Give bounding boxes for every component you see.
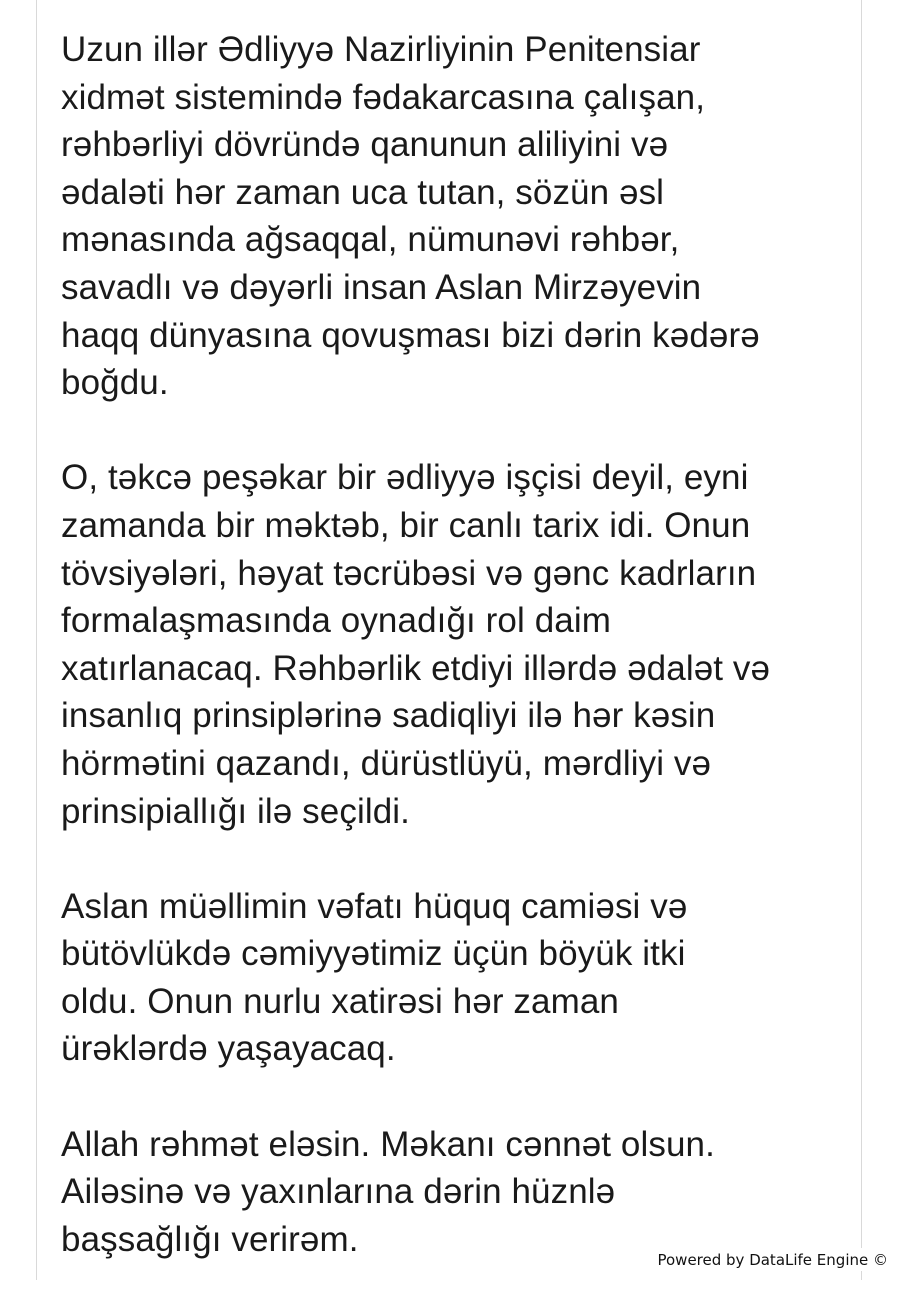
text-line: bütövlükdə cəmiyyətimiz üçün böyük itki	[61, 930, 851, 978]
text-line: rəhbərliyi dövründə qanunun aliliyini və	[61, 121, 851, 169]
text-line: mənasında ağsaqqal, nümunəvi rəhbər,	[61, 216, 851, 264]
text-line: Uzun illər Ədliyyə Nazirliyinin Penitensiar	[61, 26, 851, 74]
powered-by-footer: Powered by DataLife Engine ©	[653, 1248, 888, 1271]
text-line: xidmət sistemində fədakarcasına çalışan,	[61, 74, 851, 122]
text-line: Aslan müəllimin vəfatı hüquq camiəsi və	[61, 883, 851, 931]
paragraph-2	[61, 454, 851, 835]
text-line: haqq dünyasına qovuşması bizi dərin kədərə	[61, 312, 851, 360]
text-line: tövsiyələri, həyat təcrübəsi və gənc kadrların	[61, 550, 851, 598]
content-frame	[36, 0, 862, 1280]
paragraph-1	[61, 26, 851, 407]
text-line: insanlıq prinsiplərinə sadiqliyi ilə hər kəsin	[61, 692, 851, 740]
post-body	[61, 26, 851, 1311]
paragraph-4	[61, 1121, 851, 1264]
text-line: boğdu.	[61, 359, 851, 407]
paragraph-3	[61, 883, 851, 1073]
text-line: savadlı və dəyərli insan Aslan Mirzəyevin	[61, 264, 851, 312]
text-line: oldu. Onun nurlu xatirəsi hər zaman	[61, 978, 851, 1026]
text-line: hörmətini qazandı, dürüstlüyü, mərdliyi və	[61, 740, 851, 788]
text-line: Ailəsinə və yaxınlarına dərin hüznlə	[61, 1168, 851, 1216]
text-line: ədaləti hər zaman uca tutan, sözün əsl	[61, 169, 851, 217]
text-line: prinsipiallığı ilə seçildi.	[61, 788, 851, 836]
text-line: O, təkcə peşəkar bir ədliyyə işçisi deyil, eyni	[61, 454, 851, 502]
text-line: başsağlığı verirəm.	[61, 1216, 851, 1264]
text-line: xatırlanacaq. Rəhbərlik etdiyi illərdə ədalət və	[61, 645, 851, 693]
text-line: zamanda bir məktəb, bir canlı tarix idi. Onun	[61, 502, 851, 550]
text-line: Allah rəhmət eləsin. Məkanı cənnət olsun.	[61, 1121, 851, 1169]
text-line: formalaşmasında oynadığı rol daim	[61, 597, 851, 645]
text-line: ürəklərdə yaşayacaq.	[61, 1025, 851, 1073]
